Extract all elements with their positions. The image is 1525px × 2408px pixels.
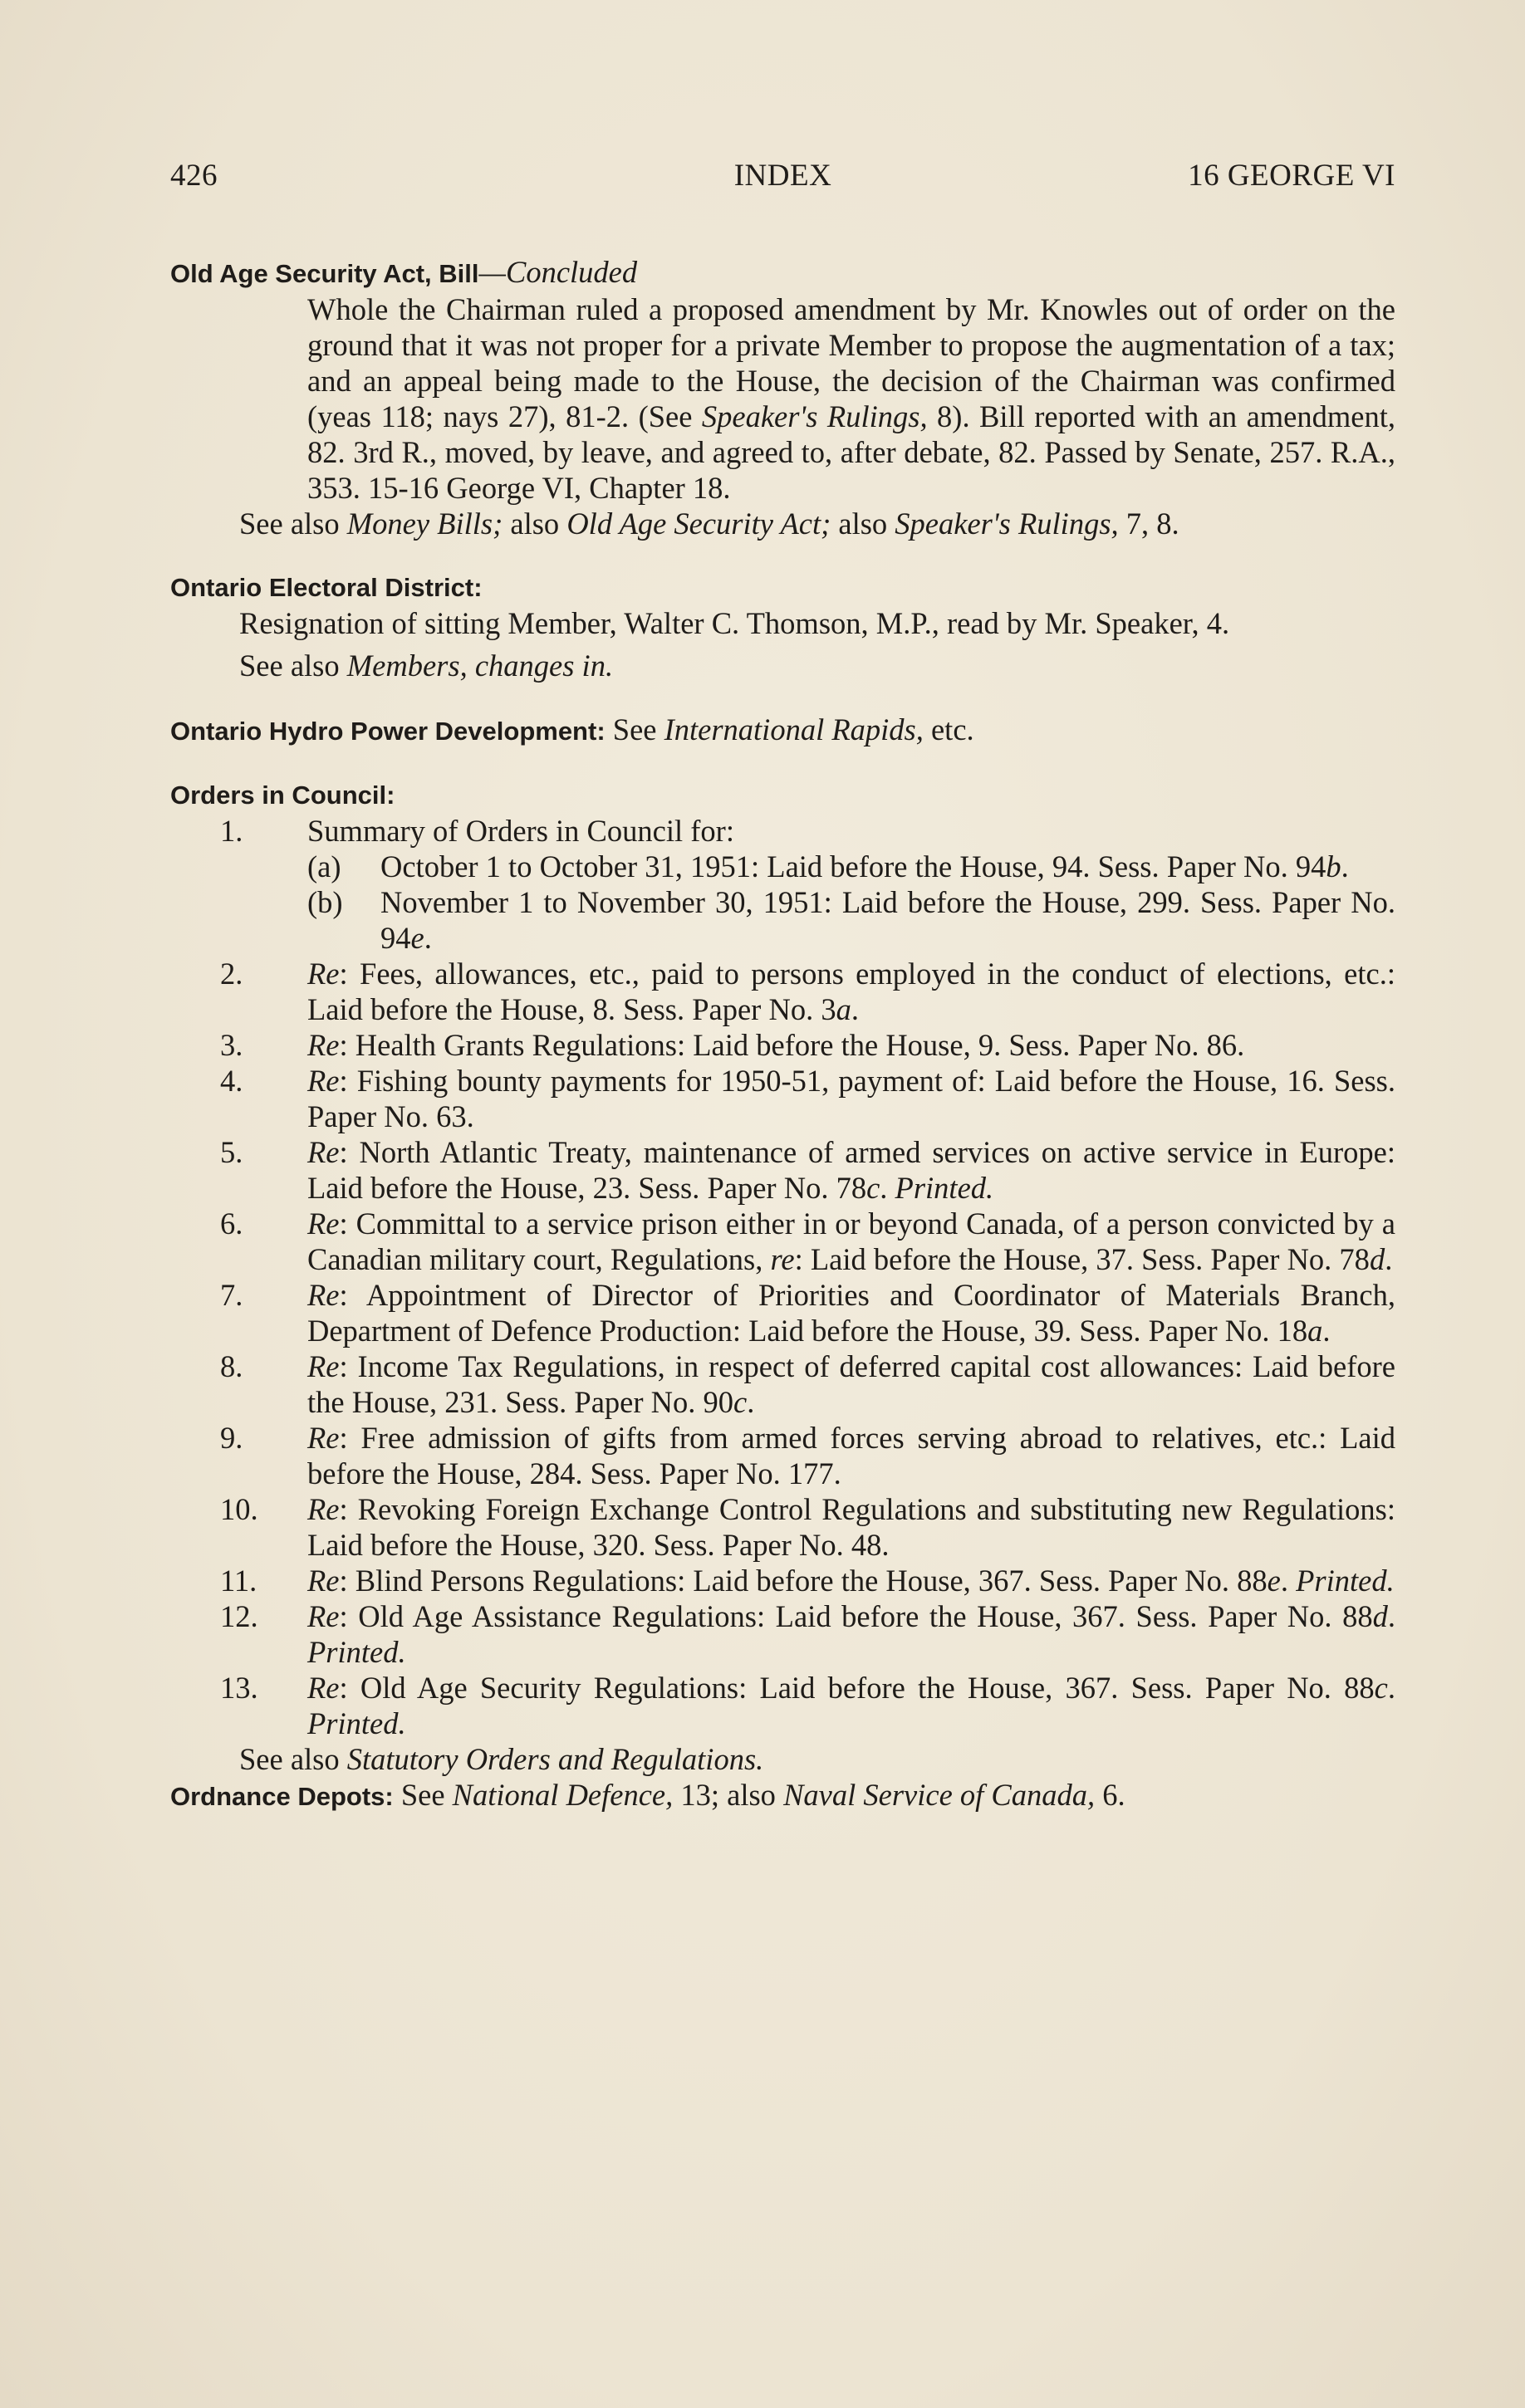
entry-body: Resignation of sitting Member, Walter C. Thomson, M.P., read by Mr. Speaker, 4. [239, 606, 1230, 640]
index-content [170, 254, 1395, 1814]
list-item: 1. Summary of Orders in Council for: [220, 814, 734, 848]
entry-line: Ontario Hydro Power Development: See International Rapids, etc. [170, 712, 974, 746]
entry-heading: Old Age Security Act, Bill—Concluded [170, 255, 638, 289]
entry-heading: Orders in Council: [170, 781, 395, 810]
list-item: 8. Re: Income Tax Regulations, in respect of deferred capital cost allowances: Laid before the House, 231. Sess. Paper No. 90c. [220, 1349, 1395, 1419]
page-number: 426 [170, 159, 218, 193]
sub-list-item: (b) November 1 to November 30, 1951: Laid before the House, 299. Sess. Paper No. 94e. [307, 885, 1395, 955]
list-item: 5. Re: North Atlantic Treaty, maintenance of armed services on active service in Europe: Laid before the House, 23. Sess. Paper No. 78c. Printed. [220, 1135, 1395, 1205]
page-title: INDEX [733, 159, 832, 193]
list-item: 13. Re: Old Age Security Regulations: Laid before the House, 367. Sess. Paper No. 88c. Printed. [220, 1671, 1395, 1740]
entry-orders-in-council [170, 777, 1395, 1777]
entry-ontario-hydro [170, 712, 1395, 749]
entry-ontario-electoral-district [170, 570, 1395, 683]
entry-old-age-security-bill [170, 254, 1395, 541]
list-item: 6. Re: Committal to a service prison either in or beyond Canada, of a person convicted by a Canadian military court, Regulations, re: Laid before the House, 37. Sess. Paper No. 78d. [220, 1206, 1395, 1276]
entry-body: Whole the Chairman ruled a proposed amendment by Mr. Knowles out of order on the ground that it was not proper for a private Member to propose the augmentation of a tax; and an appeal being made to the House, the decision of the Chairman was confirmed (yeas 118; nays 27), 81-2. (See Speaker's Rulings, 8). Bill reported with an amendment, 82. 3rd R., moved, by leave, and agreed to, after debate, 82. Passed by Senate, 257. R.A., 353. 15-16 George VI, Chapter 18. [307, 292, 1395, 505]
entry-ordnance-depots [170, 1777, 1395, 1814]
list-item: 7. Re: Appointment of Director of Priorities and Coordinator of Materials Branch, Department of Defence Production: Laid before the House, 39. Sess. Paper No. 18a. [220, 1278, 1395, 1348]
list-item: 4. Re: Fishing bounty payments for 1950-51, payment of: Laid before the House, 16. Sess. Paper No. 63. [220, 1064, 1395, 1133]
sub-list-item: (a) October 1 to October 31, 1951: Laid before the House, 94. Sess. Paper No. 94b. [307, 849, 1349, 883]
list-item: 11. Re: Blind Persons Regulations: Laid before the House, 367. Sess. Paper No. 88e. Printed. [220, 1564, 1395, 1598]
list-item: 10. Re: Revoking Foreign Exchange Control Regulations and substituting new Regulations: Laid before the House, 320. Sess. Paper No. 48. [220, 1492, 1395, 1562]
list-item: 3. Re: Health Grants Regulations: Laid before the House, 9. Sess. Paper No. 86. [220, 1028, 1245, 1062]
list-item: 2. Re: Fees, allowances, etc., paid to persons employed in the conduct of elections, etc.: Laid before the House, 8. Sess. Paper No. 3a. [220, 957, 1395, 1026]
list-item: 12. Re: Old Age Assistance Regulations: Laid before the House, 367. Sess. Paper No. 88d. Printed. [220, 1599, 1395, 1669]
entry-heading: Ontario Electoral District: [170, 573, 483, 602]
see-also: See also Statutory Orders and Regulations. [239, 1742, 764, 1776]
see-also: See also Money Bills; also Old Age Security Act; also Speaker's Rulings, 7, 8. [239, 507, 1179, 541]
list-item: 9. Re: Free admission of gifts from armed forces serving abroad to relatives, etc.: Laid before the House, 284. Sess. Paper No. 177. [220, 1421, 1395, 1490]
running-head [170, 158, 1395, 194]
see-also: See also Members, changes in. [239, 648, 614, 683]
regnal-year: 16 GEORGE VI [1188, 159, 1395, 193]
entry-line: Ordnance Depots: See National Defence, 13; also Naval Service of Canada, 6. [170, 1778, 1125, 1812]
